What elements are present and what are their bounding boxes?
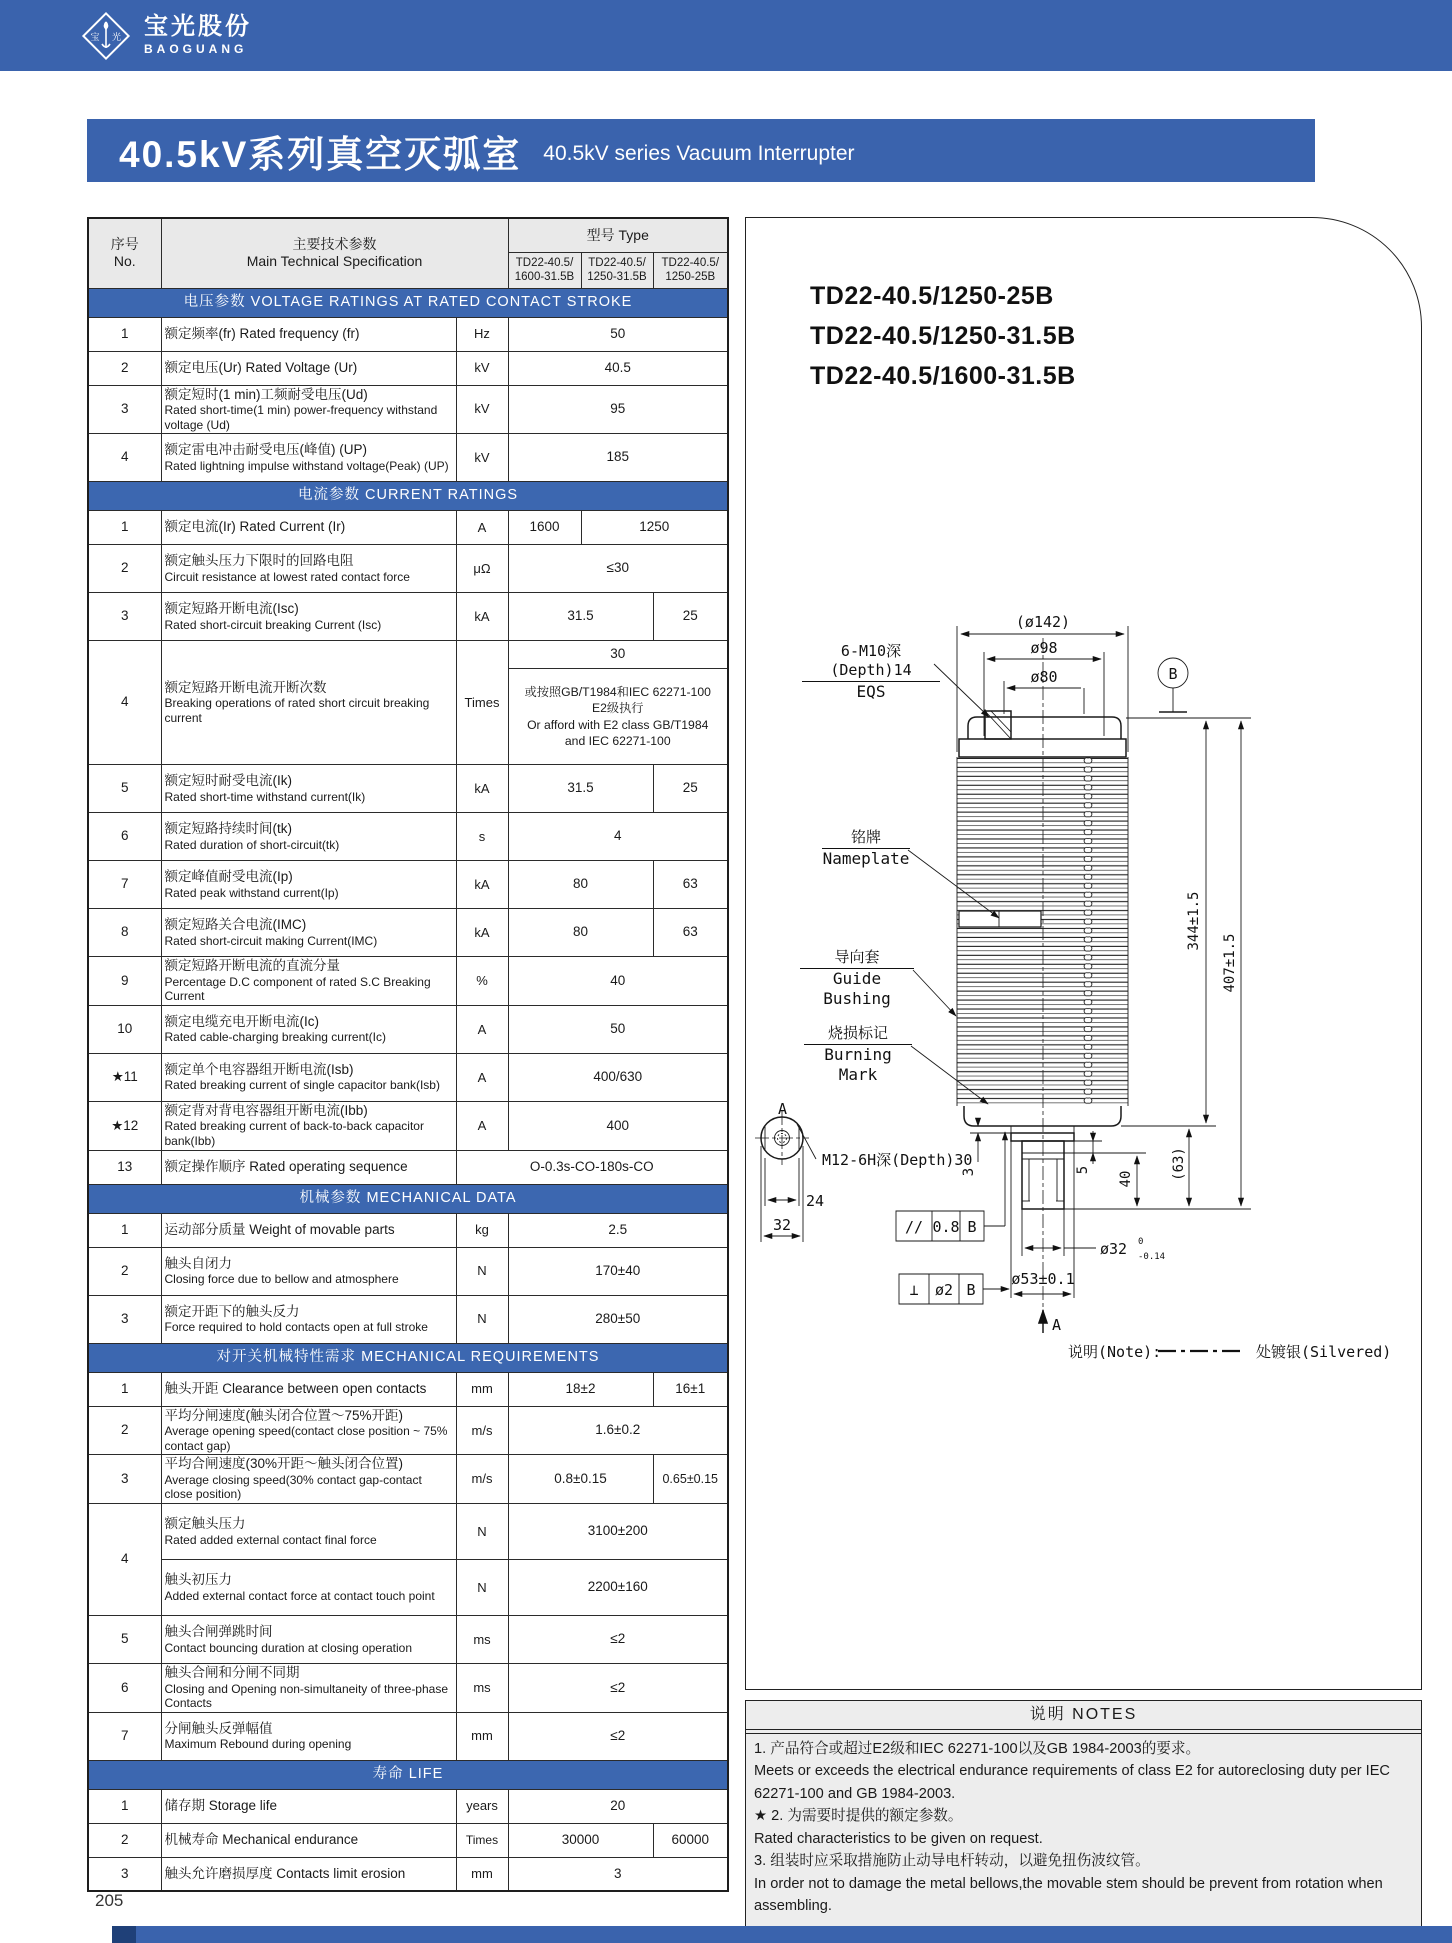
svg-text:-0.14: -0.14: [1138, 1252, 1166, 1262]
model-title: TD22-40.5/1250-31.5B: [810, 322, 1076, 350]
callout-guide-bushing: 导向套 Guide Bushing: [800, 948, 914, 1009]
brand-name-zh: 宝光股份: [144, 13, 252, 40]
note-line: In order not to damage the metal bellows,the movable stem should be prevent from rotation when: [754, 1875, 1383, 1892]
table-row: 1 额定频率(fr) Rated frequency (fr) Hz 50: [88, 317, 728, 351]
dim-outer-diameter: (ø142): [1015, 613, 1071, 631]
table-row: 6 额定短路持续时间(tk) Rated duration of short-circuit(tk) s 4: [88, 813, 728, 861]
brand-name-en: BAOGUANG: [144, 42, 248, 56]
section-bar-voltage: 电压参数 VOLTAGE RATINGS AT RATED CONTACT STROKE: [88, 288, 728, 317]
table-header-row: [88, 218, 728, 252]
section-bar-mechanical-requirements: 对开关机械特性需求 MECHANICAL REQUIREMENTS: [88, 1343, 728, 1372]
model-col-1: TD22-40.5/ 1600-31.5B: [508, 252, 581, 288]
note-line: ★ 2. 为需要时提供的额定参数。: [754, 1808, 963, 1824]
table-row: 2 平均分闸速度(触头闭合位置～75%开距) Average opening speed(contact close position ~ 75% contact gap) m/s 1.6±0.2: [88, 1406, 728, 1455]
top-cap: [968, 717, 1121, 739]
logo-char-right: 光: [112, 32, 122, 42]
header-no: 序号 No.: [88, 218, 161, 288]
table-row: 1 额定电流(Ir) Rated Current (Ir) A 1600 1250: [88, 511, 728, 545]
table-row: 3 额定开距下的触头反力 Force required to hold contacts open at full stroke N 280±50: [88, 1295, 728, 1343]
nameplate-plate: [959, 911, 1041, 927]
svg-text:0.8: 0.8: [932, 1218, 960, 1236]
section-bar-current: 电流参数 CURRENT RATINGS: [88, 482, 728, 511]
table-row: 13 额定操作顺序 Rated operating sequence O-0.3s-CO-180s-CO: [88, 1150, 728, 1184]
table-row: 3 额定短路开断电流(Isc) Rated short-circuit breaking Current (Isc) kA 31.5 25: [88, 593, 728, 641]
silvered-note: [1068, 1343, 1391, 1361]
table-row: 1 触头开距 Clearance between open contacts mm 18±2 16±1: [88, 1372, 728, 1406]
brand-name: [144, 14, 252, 58]
dim-flange-diameter: ø53±0.1: [1011, 1270, 1075, 1288]
svg-text:B: B: [966, 1281, 976, 1299]
note-line: Meets or exceeds the electrical endurance requirements of class E2 for autoreclosing duty per IEC: [754, 1763, 1390, 1779]
notes-title: 说明 NOTES: [746, 1701, 1421, 1730]
table-row: ★12 额定背对背电容器组开断电流(Ibb) Rated breaking current of back-to-back capacitor bank(Ibb) A 400: [88, 1101, 728, 1150]
dim-ceramic-height: 344±1.5: [1186, 891, 1202, 951]
perpendicularity-tolerance-frame: [899, 1274, 1009, 1304]
model-title: TD22-40.5/1250-25B: [810, 282, 1054, 310]
perpendicularity-icon: ⊥: [909, 1281, 919, 1299]
interrupter-body: [957, 638, 1128, 1316]
baoguang-diamond-logo-icon: [80, 10, 132, 62]
datum-b-letter: B: [1168, 665, 1178, 683]
table-row: 2 触头自闭力 Closing force due to bellow and atmosphere N 170±40: [88, 1247, 728, 1295]
model-col-3: TD22-40.5/ 1250-25B: [653, 252, 728, 288]
view-a-label: A: [778, 1100, 788, 1118]
section-arrow-a: [1043, 1310, 1061, 1334]
callout-burning-mark: 烧损标记 Burning Mark: [804, 1024, 912, 1085]
table-row: 4 额定触头压力 Rated added external contact final force N 3100±200: [88, 1504, 728, 1560]
dim-bolt-circle: ø98: [1030, 639, 1058, 657]
bottom-cap: [964, 1106, 1121, 1126]
table-row: 3 触头允许磨损厚度 Contacts limit erosion mm 3: [88, 1857, 728, 1891]
dim-total-height: 407±1.5: [1222, 933, 1238, 993]
parallelism-tolerance-frame: [896, 1132, 1005, 1241]
page-number: 205: [95, 1891, 124, 1910]
spec-table: [87, 217, 729, 1892]
table-row: 触头初压力 Added external contact force at contact touch point N 2200±160: [88, 1560, 728, 1616]
stem-diameter-dimensions: [1011, 1141, 1165, 1298]
table-row: 2 额定触头压力下限时的回路电阻 Circuit resistance at lowest rated contact force μΩ ≤30: [88, 545, 728, 593]
note-line: Rated characteristics to be given on request.: [754, 1830, 1043, 1847]
dim-stem-width: 32: [772, 1216, 792, 1234]
table-row: 3 额定短时(1 min)工频耐受电压(Ud) Rated short-time(1 min) power-frequency withstand voltage (Ud) kV 95: [88, 385, 728, 434]
table-row: 6 触头合闸和分闸不同期 Closing and Opening non-simultaneity of three-phase Contacts ms ≤2: [88, 1664, 728, 1713]
table-row: 4 额定雷电冲击耐受电压(峰值) (UP) Rated lightning impulse withstand voltage(Peak) (UP) kV 185: [88, 434, 728, 482]
table-row: 2 机械寿命 Mechanical endurance Times 30000 60000: [88, 1823, 728, 1857]
notes-box: [745, 1700, 1422, 1927]
note-line: 3. 组装时应采取措施防止动导电杆转动，以避免扭伤波纹管。: [754, 1853, 1150, 1869]
table-row: 或按照GB/T1984和IEC 62271-100 E2级执行 Or afford with E2 class GB/T1984 and IEC 62271-100: [88, 669, 728, 765]
top-flange-lip: [959, 739, 1126, 757]
footer-bar: [112, 1926, 1452, 1943]
model-title: TD22-40.5/1600-31.5B: [810, 362, 1076, 390]
note-line: 62271-100 and GB 1984-2003.: [754, 1785, 956, 1802]
table-row: 7 分闸触头反弹幅值 Maximum Rebound during opening mm ≤2: [88, 1712, 728, 1760]
dim-3: 3: [961, 1167, 977, 1177]
table-row: 1 储存期 Storage life years 20: [88, 1789, 728, 1823]
table-row: 8 额定短路关合电流(IMC) Rated short-circuit making Current(IMC) kA 80 63: [88, 909, 728, 957]
table-row: 3 平均合闸速度(30%开距～触头闭合位置) Average closing speed(30% contact gap-contact close position) m/s 0.8±0.15 0.65±0.15: [88, 1455, 728, 1504]
parallelism-icon: //: [904, 1218, 924, 1236]
note-label: 说明(Note):: [1068, 1343, 1162, 1361]
drawing-model-titles: [810, 276, 1076, 396]
header-type: 型号 Type: [508, 218, 728, 252]
table-row: 7 额定峰值耐受电流(Ip) Rated peak withstand current(Ip) kA 80 63: [88, 861, 728, 909]
table-row: 5 触头合闸弹跳时间 Contact bouncing duration at closing operation ms ≤2: [88, 1616, 728, 1664]
dim-5: 5: [1075, 1165, 1091, 1175]
drawing-panel: [745, 217, 1422, 1690]
ceramic-ribs: [957, 757, 1128, 1106]
brand-logo: [80, 10, 252, 62]
header-spec: 主要技术参数 Main Technical Specification: [161, 218, 508, 288]
note-line: assembling.: [754, 1898, 832, 1914]
page-title-zh: 40.5kV系列真空灭弧室: [119, 133, 522, 175]
dim-stem-diameter: ø32: [1100, 1240, 1128, 1258]
callout-top-bolts: 6-M10深(Depth)14 EQS: [802, 642, 940, 702]
callout-nameplate: 铭牌 Nameplate: [822, 828, 910, 868]
section-bar-life: 寿命 LIFE: [88, 1760, 728, 1789]
table-row: ★11 额定单个电容器组开断电流(Isb) Rated breaking current of single capacitor bank(Isb) A 400/630: [88, 1053, 728, 1101]
svg-text:A: A: [1052, 1316, 1062, 1334]
dim-flat-width: 24: [806, 1192, 825, 1210]
table-row: 1 运动部分质量 Weight of movable parts kg 2.5: [88, 1213, 728, 1247]
section-bar-mechanical-data: 机械参数 MECHANICAL DATA: [88, 1184, 728, 1213]
datum-b-symbol: [1126, 658, 1251, 718]
page-title-bar: [87, 119, 1315, 182]
logo-char-left: 宝: [90, 32, 100, 42]
top-dimensions: [957, 613, 1128, 752]
page-title-en: 40.5kV series Vacuum Interrupter: [543, 141, 855, 165]
dim-stem-length: (63): [1171, 1147, 1187, 1181]
svg-text:0: 0: [1138, 1237, 1144, 1247]
model-col-2: TD22-40.5/ 1250-31.5B: [581, 252, 653, 288]
svg-text:ø2: ø2: [934, 1281, 954, 1299]
dim-inner-circle: ø80: [1030, 668, 1058, 686]
table-row: 9 额定短路开断电流的直流分量 Percentage D.C component of rated S.C Breaking Current % 40: [88, 957, 728, 1006]
svg-text:B: B: [967, 1218, 977, 1236]
torch-icon: [102, 22, 110, 48]
table-row: 2 额定电压(Ur) Rated Voltage (Ur) kV 40.5: [88, 351, 728, 385]
callout-bottom-thread: M12-6H深(Depth)30: [822, 1151, 973, 1169]
note-line: 1. 产品符合或超过E2级和IEC 62271-100以及GB 1984-2003的要求。: [754, 1740, 1201, 1757]
footer-accent: [112, 1926, 136, 1943]
table-row: 10 额定电缆充电开断电流(Ic) Rated cable-charging breaking current(Ic) A 50: [88, 1005, 728, 1053]
note-silvered: 处镀银(Silvered): [1256, 1343, 1392, 1361]
dim-40: 40: [1118, 1170, 1134, 1188]
table-row: 5 额定短时耐受电流(Ik) Rated short-time withstand current(Ik) kA 31.5 25: [88, 765, 728, 813]
brand-header-bar: [0, 0, 1452, 71]
notes-body: [746, 1733, 1421, 1926]
table-row: 4 额定短路开断电流开断次数 Breaking operations of rated short circuit breaking current Times 30: [88, 641, 728, 669]
stem-bottom-view: [755, 1100, 824, 1242]
bottom-flange: [1011, 1133, 1074, 1141]
